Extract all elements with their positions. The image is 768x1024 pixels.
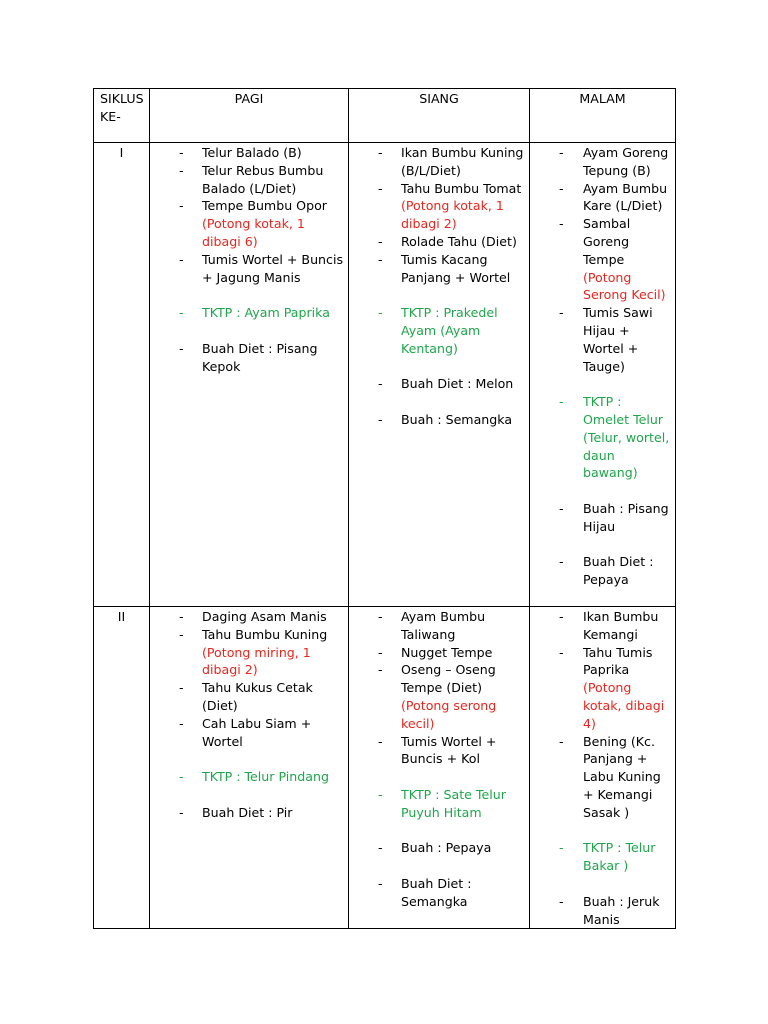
menu-item <box>150 626 344 679</box>
menu-item <box>530 733 671 822</box>
menu-item-text: Bening (Kc. Panjang + Labu Kuning + Kemangi Sasak ) <box>583 733 661 820</box>
menu-item <box>530 839 671 875</box>
menu-item <box>150 162 344 198</box>
malam-cell <box>530 143 676 607</box>
menu-item-text: Nugget Tempe <box>401 644 493 660</box>
menu-item <box>349 144 525 180</box>
bullet-dash: - <box>559 840 564 856</box>
menu-item <box>349 304 525 357</box>
malam-menu-list <box>530 607 675 928</box>
bullet-dash: - <box>559 180 564 196</box>
tktp-item-text: TKTP : Omelet Telur (Telur, wortel, daun bawang) <box>583 394 670 481</box>
bullet-dash: - <box>378 411 383 427</box>
bullet-dash: - <box>378 251 383 267</box>
bullet-dash: - <box>179 251 184 267</box>
menu-item <box>150 144 344 162</box>
bullet-dash: - <box>378 662 383 678</box>
menu-item-text: Tahu Kukus Cetak (Diet) <box>202 680 313 713</box>
bullet-dash: - <box>179 145 184 160</box>
menu-item-text: Buah : Jeruk Manis <box>583 893 660 927</box>
menu-item <box>150 251 344 287</box>
menu-item-text: Tempe Bumbu Opor <box>202 198 327 214</box>
bullet-dash: - <box>179 198 184 214</box>
menu-item <box>349 839 525 857</box>
menu-item-text: Sambal Goreng Tempe <box>583 216 631 267</box>
cycle-number: II <box>117 609 126 624</box>
bullet-dash: - <box>559 554 564 570</box>
menu-item-text: Buah : Semangka <box>401 411 513 427</box>
pagi-menu-list <box>150 143 348 375</box>
header-siklus <box>94 89 150 143</box>
bullet-dash: - <box>559 609 564 624</box>
bullet-dash: - <box>179 609 184 624</box>
menu-item <box>150 804 344 822</box>
bullet-dash: - <box>179 340 184 356</box>
menu-item <box>150 768 344 786</box>
menu-item <box>349 661 525 732</box>
menu-item-text: Buah : Pisang Hijau <box>583 500 669 534</box>
header-siang-label: SIANG <box>419 91 459 106</box>
menu-item <box>530 180 671 216</box>
bullet-dash: - <box>179 769 184 785</box>
bullet-dash: - <box>378 233 383 249</box>
menu-item <box>530 893 671 929</box>
pagi-menu-list <box>150 607 348 822</box>
menu-item <box>349 251 525 287</box>
header-malam-label: MALAM <box>579 91 626 106</box>
bullet-dash: - <box>378 180 383 196</box>
menu-item <box>349 875 525 911</box>
bullet-dash: - <box>179 715 184 731</box>
cutting-note: (Potong kotak, 1 dibagi 6) <box>202 216 305 249</box>
header-malam <box>530 89 676 143</box>
menu-item <box>530 644 671 733</box>
menu-item <box>349 608 525 644</box>
bullet-dash: - <box>559 893 564 909</box>
bullet-dash: - <box>378 609 383 624</box>
menu-item-text: Rolade Tahu (Diet) <box>401 233 517 249</box>
bullet-dash: - <box>559 394 564 410</box>
menu-item <box>530 608 671 644</box>
menu-item <box>150 197 344 250</box>
pagi-cell <box>150 607 349 929</box>
bullet-dash: - <box>559 145 564 160</box>
menu-item <box>349 411 525 429</box>
menu-item-text: Buah Diet : Pir <box>202 804 293 820</box>
menu-item-text: Ayam Goreng Tepung (B) <box>583 145 669 178</box>
malam-menu-list <box>530 143 675 589</box>
menu-item <box>150 715 344 751</box>
menu-item <box>349 180 525 233</box>
cutting-note: (Potong serong kecil) <box>401 697 497 731</box>
menu-table <box>93 88 676 929</box>
pagi-cell <box>150 143 349 607</box>
siang-cell <box>349 607 530 929</box>
menu-item <box>530 304 671 375</box>
menu-item-text: Ikan Bumbu Kemangi <box>583 609 659 642</box>
cutting-note: (Potong kotak, dibagi 4) <box>583 680 665 731</box>
cutting-note: (Potong miring, 1 dibagi 2) <box>202 644 311 678</box>
menu-item-text: Tumis Wortel + Buncis + Kol <box>401 733 497 767</box>
bullet-dash: - <box>179 162 184 178</box>
tktp-item-text: TKTP : Telur Bakar ) <box>583 840 656 874</box>
menu-item-text: Tumis Kacang Panjang + Wortel <box>401 251 511 285</box>
bullet-dash: - <box>378 305 383 321</box>
bullet-dash: - <box>179 804 184 820</box>
menu-item-text: Tahu Bumbu Kuning <box>202 626 328 642</box>
menu-item-text: Oseng – Oseng Tempe (Diet) <box>401 662 496 696</box>
menu-item-text: Cah Labu Siam + Wortel <box>202 715 312 749</box>
menu-item-text: Ikan Bumbu Kuning (B/L/Diet) <box>401 145 524 178</box>
siang-cell <box>349 143 530 607</box>
menu-item-text: Ayam Bumbu Taliwang <box>401 609 486 642</box>
menu-item-text: Buah : Pepaya <box>401 840 492 856</box>
cycle-row-2 <box>94 607 676 929</box>
tktp-item-text: TKTP : Prakedel Ayam (Ayam Kentang) <box>401 305 498 356</box>
menu-item <box>530 393 671 482</box>
menu-item <box>530 215 671 304</box>
bullet-dash: - <box>559 216 564 232</box>
bullet-dash: - <box>378 145 383 160</box>
menu-item <box>349 375 525 393</box>
bullet-dash: - <box>378 786 383 802</box>
menu-item <box>150 304 344 322</box>
menu-item <box>349 233 525 251</box>
siang-menu-list <box>349 143 529 429</box>
menu-item-text: Tumis Wortel + Buncis + Jagung Manis <box>202 251 344 285</box>
menu-item <box>150 679 344 715</box>
header-pagi-label: PAGI <box>234 91 264 106</box>
cutting-note: (Potong Serong Kecil) <box>583 269 666 303</box>
bullet-dash: - <box>559 305 564 321</box>
bullet-dash: - <box>179 626 184 642</box>
cycle-number-cell <box>94 607 150 929</box>
menu-item <box>150 340 344 376</box>
malam-cell <box>530 607 676 929</box>
menu-item-text: Tahu Tumis Paprika <box>583 644 653 678</box>
menu-item <box>530 144 671 180</box>
bullet-dash: - <box>559 500 564 516</box>
menu-item <box>349 733 525 769</box>
header-pagi <box>150 89 349 143</box>
cutting-note: (Potong kotak, 1 dibagi 2) <box>401 198 504 232</box>
bullet-dash: - <box>378 733 383 749</box>
bullet-dash: - <box>378 644 383 660</box>
menu-item-text: Buah Diet : Melon <box>401 376 514 392</box>
menu-item-text: Tahu Bumbu Tomat <box>401 180 522 196</box>
menu-item <box>349 786 525 822</box>
menu-item-text: Buah Diet : Semangka <box>401 875 472 909</box>
menu-item <box>150 608 344 626</box>
menu-item-text: Daging Asam Manis <box>202 609 327 624</box>
bullet-dash: - <box>179 305 184 321</box>
menu-item-text: Telur Rebus Bumbu Balado (L/Diet) <box>202 162 324 196</box>
bullet-dash: - <box>559 644 564 660</box>
menu-item <box>530 500 671 536</box>
cycle-number-cell <box>94 143 150 607</box>
header-row <box>94 89 676 143</box>
menu-item <box>349 644 525 662</box>
bullet-dash: - <box>378 840 383 856</box>
bullet-dash: - <box>179 680 184 696</box>
tktp-item-text: TKTP : Telur Pindang <box>202 769 329 785</box>
tktp-item-text: TKTP : Sate Telur Puyuh Hitam <box>401 786 506 820</box>
cycle-row-1 <box>94 143 676 607</box>
tktp-item-text: TKTP : Ayam Paprika <box>202 305 330 321</box>
header-siklus-label: SIKLUS KE- <box>100 91 144 124</box>
bullet-dash: - <box>559 733 564 749</box>
siang-menu-list <box>349 607 529 911</box>
cycle-number: I <box>119 145 124 160</box>
bullet-dash: - <box>378 376 383 392</box>
header-siang <box>349 89 530 143</box>
menu-item-text: Buah Diet : Pepaya <box>583 554 654 588</box>
menu-item-text: Telur Balado (B) <box>202 145 302 160</box>
menu-item-text: Ayam Bumbu Kare (L/Diet) <box>583 180 668 214</box>
bullet-dash: - <box>378 875 383 891</box>
menu-item-text: Tumis Sawi Hijau + Wortel + Tauge) <box>583 305 653 374</box>
menu-item-text: Buah Diet : Pisang Kepok <box>202 340 318 374</box>
menu-item <box>530 553 671 589</box>
